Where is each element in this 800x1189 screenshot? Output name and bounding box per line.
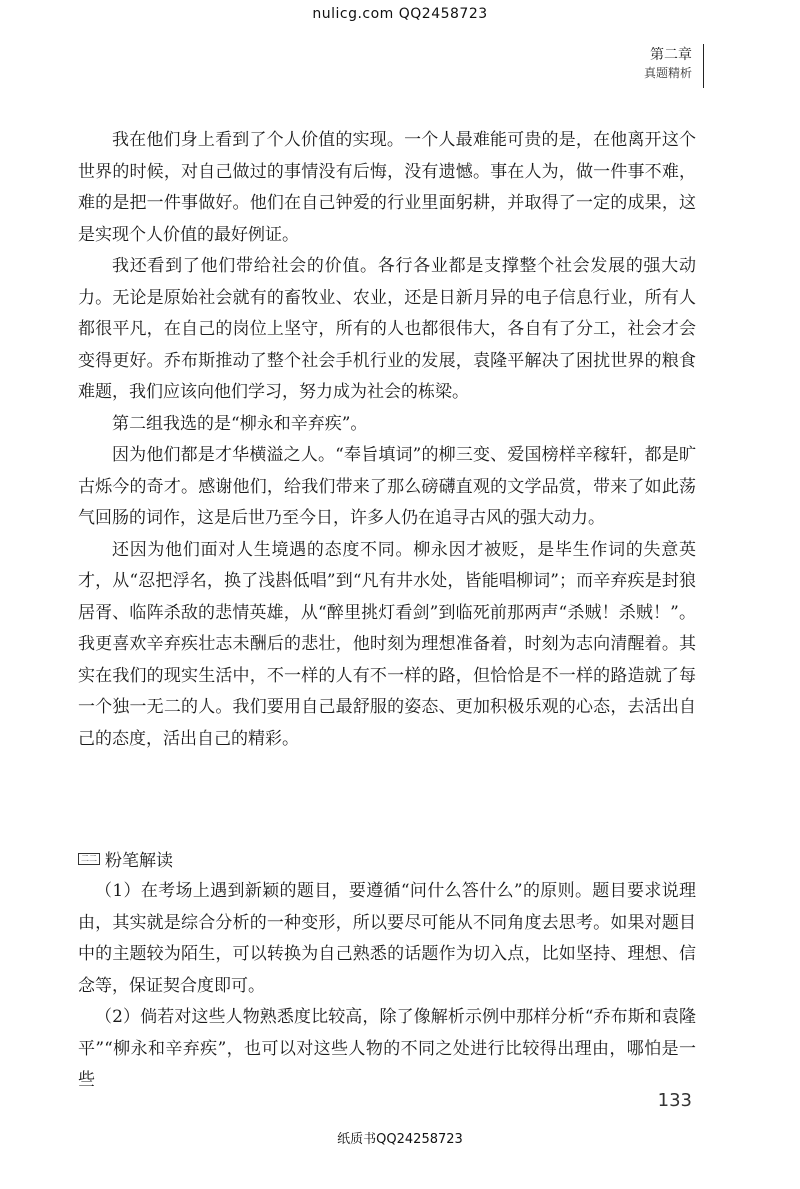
page-number: 133 [657, 1090, 692, 1111]
analysis-paragraph: （2）倘若对这些人物熟悉度比较高，除了像解析示例中那样分析“乔布斯和袁隆平”“柳永和辛弃疾”，也可以对这些人物的不同之处进行比较得出理由，哪怕是一些 [78, 1007, 696, 1090]
analysis-paragraph: （1）在考场上遇到新颖的题目，要遵循“问什么答什么”的原则。题目要求说理由，其实就是综合分析的一种变形，所以要尽可能从不同角度去思考。如果对题目中的主题较为陌生，可以转换为自己熟悉的话题作为切入点，比如坚持、理想、信念等，保证契合度即可。 [78, 881, 696, 996]
watermark-bottom: 纸质书QQ24258723 [337, 1132, 463, 1147]
header-divider [703, 44, 704, 88]
section-heading [78, 846, 173, 871]
section-mark-icon: 二二 [78, 853, 100, 865]
paragraph: 第二组我选的是“柳永和辛弃疾”。 [112, 413, 368, 434]
chapter-title: 第二章 [650, 47, 692, 63]
watermark-top: nulicg.com QQ2458723 [312, 6, 488, 22]
paragraph: 因为他们都是才华横溢之人。“奉旨填词”的柳三变、爱国榜样辛稼轩，都是旷古烁今的奇才。感谢他们，给我们带来了那么磅礴直观的文学品赏，带来了如此荡气回肠的词作，这是后世乃至今日，许多人仍在追寻古风的强大动力。 [78, 445, 696, 528]
body-text [78, 125, 696, 755]
paragraph: 我在他们身上看到了个人价值的实现。一个人最难能可贵的是，在他离开这个世界的时候，对自己做过的事情没有后悔，没有遗憾。事在人为，做一件事不难，难的是把一件事做好。他们在自己钟爱的行业里面躬耕，并取得了一定的成果，这是实现个人价值的最好例证。 [78, 130, 696, 245]
paragraph: 我还看到了他们带给社会的价值。各行各业都是支撑整个社会发展的强大动力。无论是原始社会就有的畜牧业、农业，还是日新月异的电子信息行业，所有人都很平凡，在自己的岗位上坚守，所有的人也都很伟大，各自有了分工，社会才会变得更好。乔布斯推动了整个社会手机行业的发展，袁隆平解决了困扰世界的粮食难题，我们应该向他们学习，努力成为社会的栋梁。 [78, 256, 696, 402]
section-title: 粉笔解读 [105, 851, 173, 871]
analysis-text [78, 876, 696, 1097]
chapter-subtitle: 真题精析 [643, 66, 692, 80]
paragraph: 还因为他们面对人生境遇的态度不同。柳永因才被贬，是毕生作词的失意英才，从“忍把浮名，换了浅斟低唱”到“凡有井水处，皆能唱柳词”；而辛弃疾是封狼居胥、临阵杀敌的悲情英雄，从“醉里挑灯看剑”到临死前那两声“杀贼！杀贼！”。我更喜欢辛弃疾壮志未酬后的悲壮，他时刻为理想准备着，时刻为志向清醒着。其实在我们的现实生活中，不一样的人有不一样的路，但恰恰是不一样的路造就了每一个独一无二的人。我们要用自己最舒服的姿态、更加积极乐观的心态，去活出自己的态度，活出自己的精彩。 [78, 539, 696, 749]
chapter-header [644, 46, 692, 82]
